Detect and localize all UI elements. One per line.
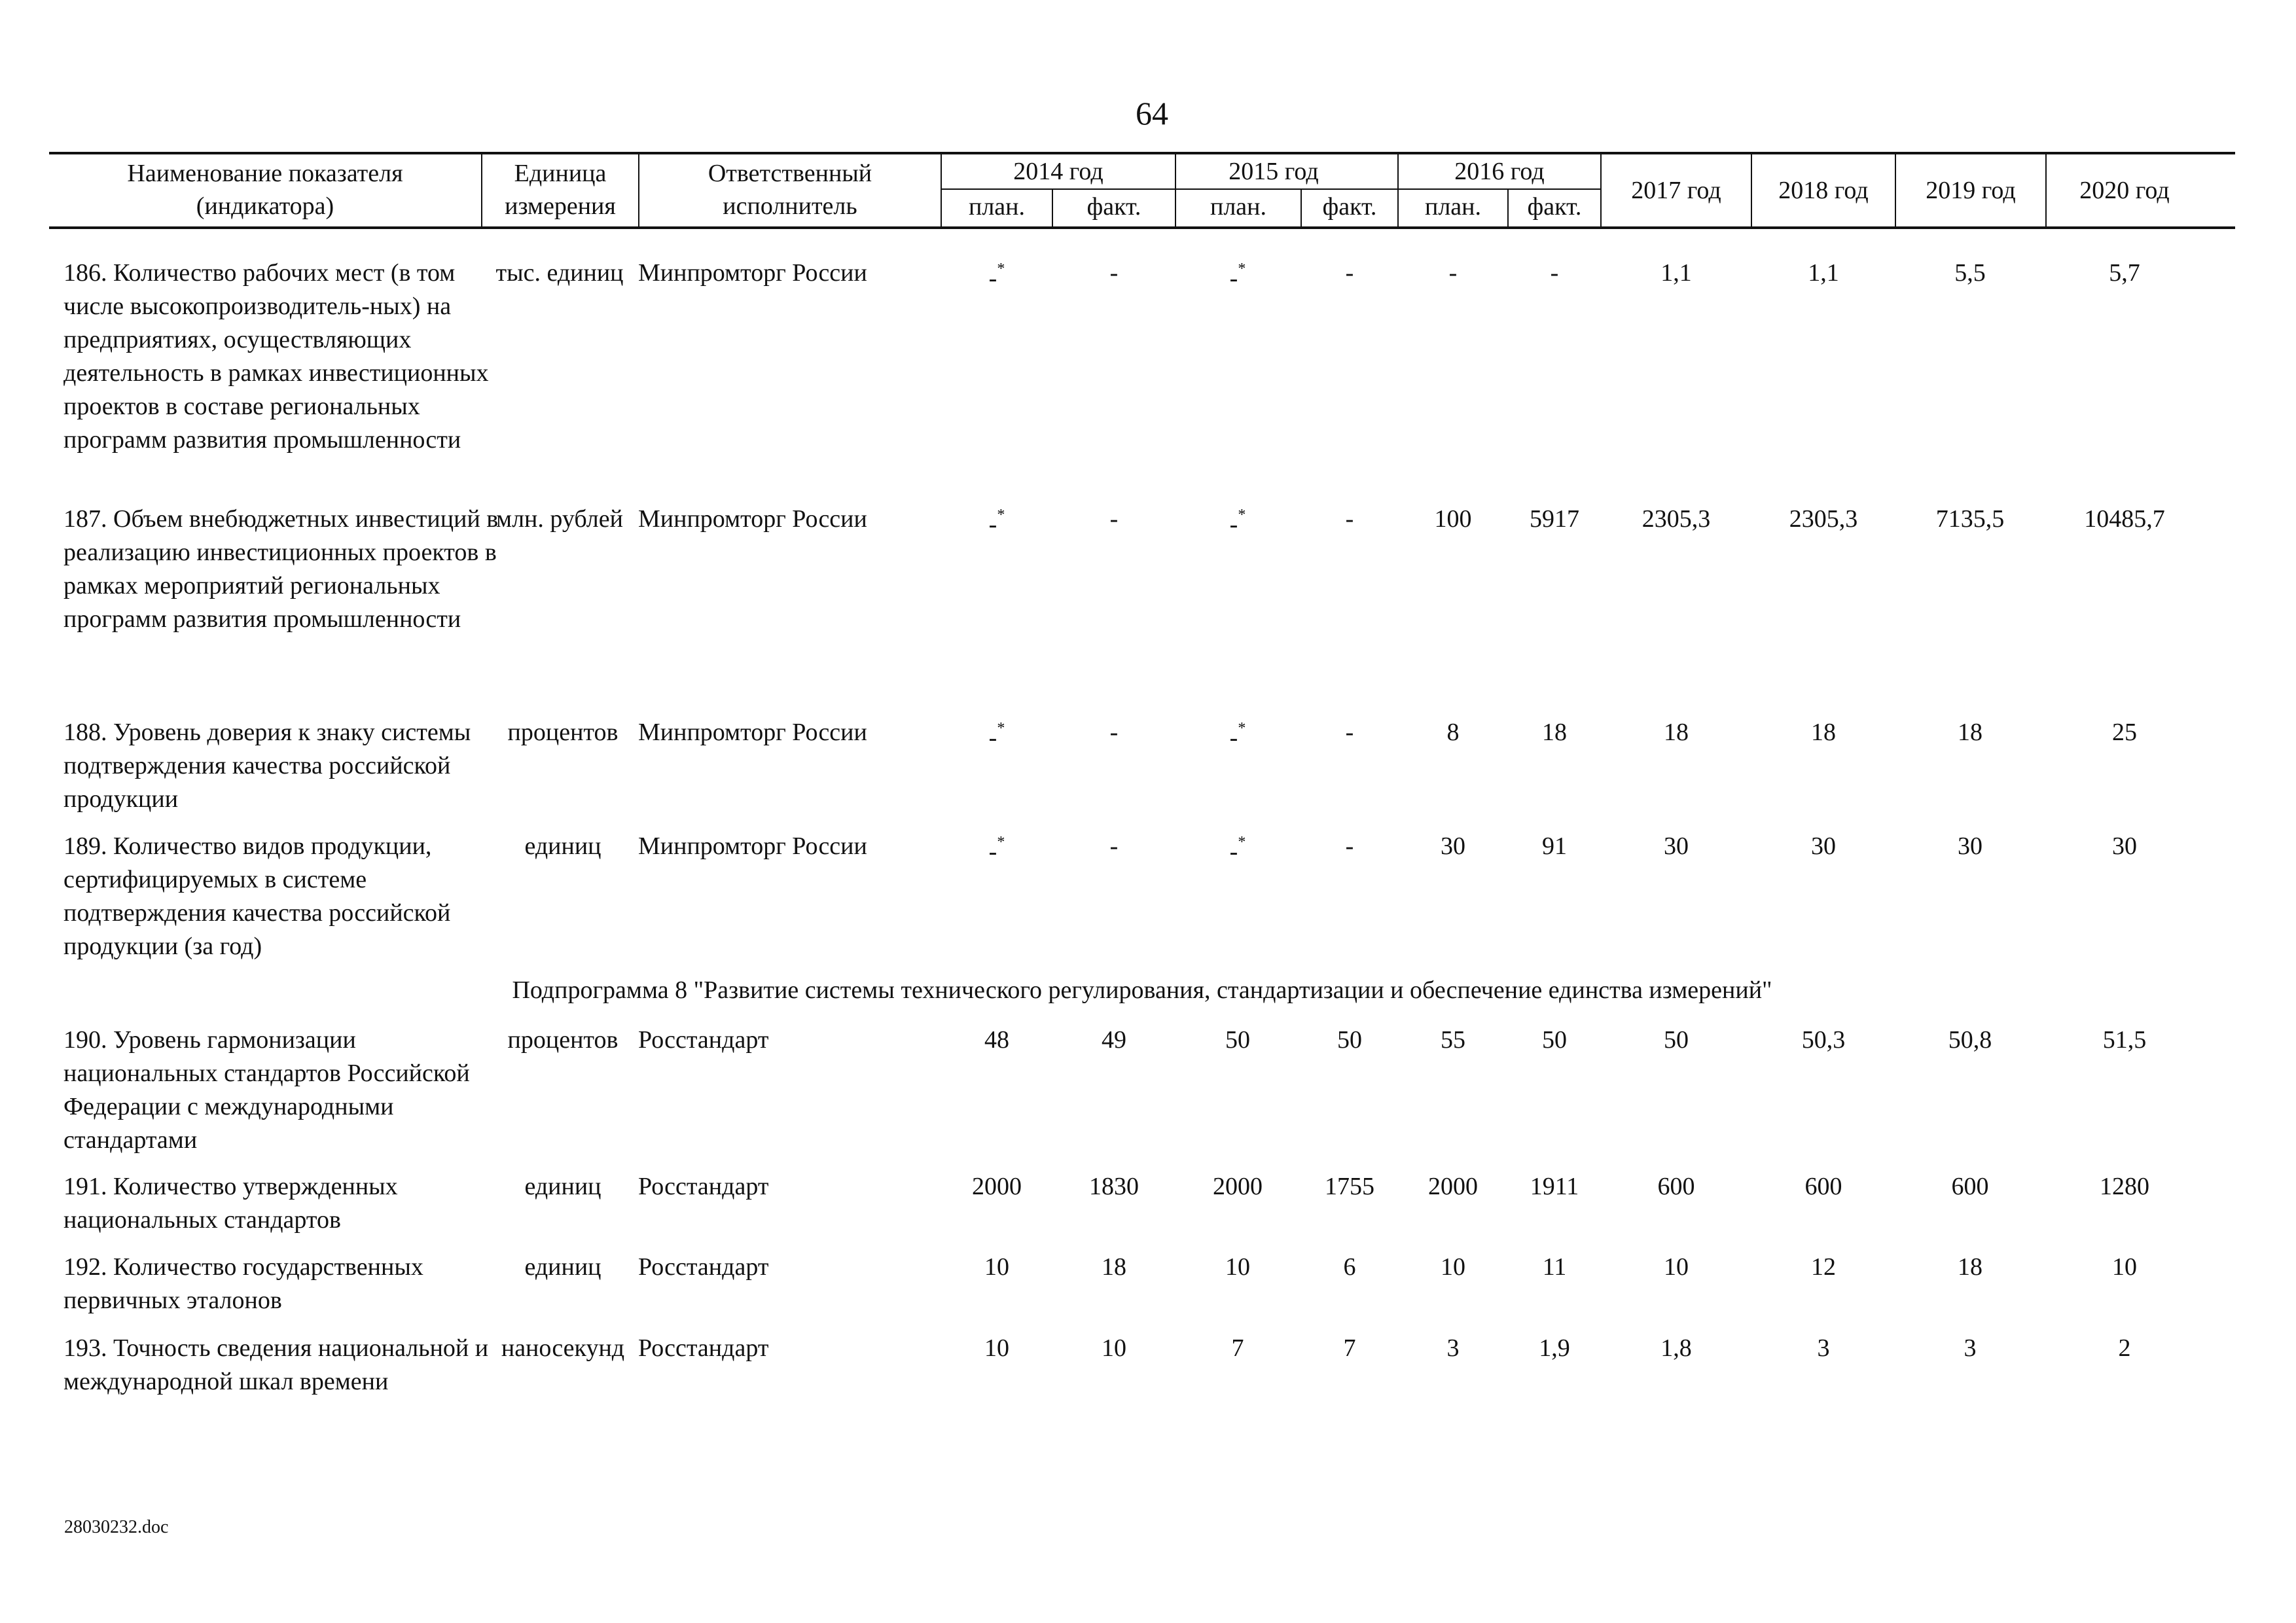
header-2014-fact: факт. [1086,193,1141,221]
header-name-line2: (индикатора) [196,192,334,220]
header-2014-plan: план. [968,193,1025,221]
value-2017: 2305,3 [1641,505,1711,533]
header-year-2016: 2016 год [1454,158,1545,185]
value-2020: 2 [2118,1334,2131,1362]
value-2017: 1,8 [1660,1334,1692,1362]
value-2014-plan: -* [988,834,1005,866]
value-2017: 50 [1664,1026,1689,1054]
header-unit-line2: измерения [505,192,616,220]
value-2014-fact: - [1109,259,1119,287]
footnote-star: * [1238,834,1246,851]
value-2015-plan: 7 [1231,1334,1244,1362]
header-unit-line1: Единица [514,160,607,187]
header-2016-plan: план. [1424,193,1481,221]
header-2016-fact: факт. [1527,193,1582,221]
indicator-unit: процентов [507,1026,619,1054]
value-2020: 25 [2112,719,2137,746]
indicator-executor: Минпромторг России [638,259,867,287]
value-2015-plan: 2000 [1213,1173,1263,1200]
value-2015-fact: - [1345,832,1354,860]
value-2018: 3 [1817,1334,1830,1362]
header-executor-line2: исполнитель [723,192,857,220]
value-2018: 600 [1804,1173,1842,1200]
header-year-2020: 2020 год [2079,177,2170,204]
table-header [49,152,2235,229]
indicator-executor: Росстандарт [638,1173,769,1200]
value-2016-fact: 1911 [1530,1173,1579,1200]
value-2019: 600 [1951,1173,1989,1200]
value-2018: 1,1 [1808,259,1839,287]
value-2016-plan: - [1448,259,1458,287]
value-2014-fact: - [1109,505,1119,533]
value-2015-fact: 6 [1343,1253,1356,1281]
indicator-unit: тыс. единиц [495,259,624,287]
footnote-star: * [997,260,1005,277]
value-2019: 30 [1958,832,1982,860]
indicator-unit: наносекунд [501,1334,625,1362]
indicator-executor: Росстандарт [638,1253,769,1281]
value-2014-plan: 2000 [972,1173,1022,1200]
value-2015-fact: 1755 [1325,1173,1374,1200]
value-2019: 5,5 [1954,259,1986,287]
footer-file-name: 28030232.doc [64,1517,169,1537]
indicator-name: 190. Уровень гармонизации национальных стандартов Российской Федерации с международными стандартами [63,1026,470,1154]
value-2017: 18 [1664,719,1689,746]
value-2016-fact: 91 [1542,832,1567,860]
indicator-name: 187. Объем внебюджетных инвестиций в реализацию инвестиционных проектов в рамках мероприятий региональных программ развития промышленности [63,505,499,633]
indicator-unit: единиц [524,1253,601,1281]
subprogram-title: Подпрограмма 8 "Развитие системы технического регулирования, стандартизации и обеспечение единства измерений" [512,976,1772,1004]
value-2016-fact: 18 [1542,719,1567,746]
indicator-name: 191. Количество утвержденных национальных стандартов [63,1173,398,1234]
indicator-executor: Росстандарт [638,1334,769,1362]
header-year-2014: 2014 год [1013,158,1103,185]
value-2014-plan: 48 [984,1026,1009,1054]
value-2014-plan: -* [988,720,1005,752]
value-2020: 51,5 [2102,1026,2147,1054]
value-2020: 10 [2112,1253,2137,1281]
value-2018: 30 [1811,832,1836,860]
value-2018: 12 [1811,1253,1836,1281]
value-2016-plan: 30 [1441,832,1465,860]
header-year-2019: 2019 год [1926,177,2016,204]
indicator-executor: Минпромторг России [638,505,867,533]
header-name-line1: Наименование показателя [127,160,403,187]
value-2015-plan: -* [1229,834,1246,866]
value-2014-fact: - [1109,832,1119,860]
footnote-star: * [1238,507,1246,524]
header-unit-column [482,154,638,226]
indicator-name: 188. Уровень доверия к знаку системы подтверждения качества российской продукции [63,719,471,813]
value-2017: 10 [1664,1253,1689,1281]
value-2015-plan: 50 [1225,1026,1250,1054]
indicator-executor: Минпромторг России [638,832,867,860]
value-2014-plan: -* [988,260,1005,293]
header-executor-column [639,154,941,226]
value-2016-plan: 3 [1446,1334,1460,1362]
value-2016-fact: 50 [1542,1026,1567,1054]
value-2014-plan: 10 [984,1253,1009,1281]
value-2014-fact: - [1109,719,1119,746]
value-2020: 1280 [2100,1173,2149,1200]
value-2014-plan: -* [988,507,1005,539]
value-2014-fact: 1830 [1089,1173,1139,1200]
value-2016-fact: 11 [1542,1253,1567,1281]
footnote-star: * [1238,260,1246,277]
value-2015-plan: -* [1229,507,1246,539]
header-2015-fact: факт. [1322,193,1377,221]
header-year-2018: 2018 год [1778,177,1869,204]
value-2019: 18 [1958,719,1982,746]
value-2015-fact: 50 [1337,1026,1362,1054]
value-2018: 50,3 [1801,1026,1846,1054]
value-2019: 50,8 [1948,1026,1992,1054]
value-2016-plan: 8 [1446,719,1460,746]
value-2019: 18 [1958,1253,1982,1281]
value-2015-fact: 7 [1343,1334,1356,1362]
value-2017: 1,1 [1660,259,1692,287]
value-2015-plan: -* [1229,720,1246,752]
indicator-executor: Минпромторг России [638,719,867,746]
value-2015-plan: 10 [1225,1253,1250,1281]
value-2016-fact: 5917 [1530,505,1579,533]
value-2016-plan: 100 [1434,505,1472,533]
value-2020: 30 [2112,832,2137,860]
indicator-name: 192. Количество государственных первичных эталонов [63,1253,423,1314]
footnote-star: * [997,720,1005,737]
value-2016-fact: 1,9 [1539,1334,1570,1362]
value-2019: 7135,5 [1935,505,2005,533]
header-year-2015: 2015 год [1229,158,1319,185]
value-2015-plan: -* [1229,260,1246,293]
page-number: 64 [1136,95,1168,132]
indicator-unit: единиц [524,832,601,860]
indicator-unit: единиц [524,1173,601,1200]
header-year-2017: 2017 год [1631,177,1721,204]
value-2020: 5,7 [2109,259,2140,287]
value-2017: 30 [1664,832,1689,860]
value-2014-plan: 10 [984,1334,1009,1362]
value-2019: 3 [1964,1334,1977,1362]
value-2014-fact: 49 [1102,1026,1126,1054]
value-2020: 10485,7 [2084,505,2165,533]
value-2016-plan: 10 [1441,1253,1465,1281]
value-2016-plan: 55 [1441,1026,1465,1054]
value-2018: 2305,3 [1789,505,1858,533]
indicator-unit: процентов [507,719,619,746]
value-2014-fact: 18 [1102,1253,1126,1281]
value-2018: 18 [1811,719,1836,746]
value-2014-fact: 10 [1102,1334,1126,1362]
value-2017: 600 [1657,1173,1695,1200]
value-2016-fact: - [1550,259,1559,287]
footnote-star: * [997,834,1005,851]
value-2015-fact: - [1345,719,1354,746]
footnote-star: * [1238,720,1246,737]
footnote-star: * [997,507,1005,524]
value-2016-plan: 2000 [1428,1173,1478,1200]
indicator-name: 193. Точность сведения национальной и международной шкал времени [63,1334,489,1395]
header-name-column [49,154,481,226]
indicator-unit: млн. рублей [496,505,623,533]
indicator-name: 189. Количество видов продукции, сертифицируемых в системе подтверждения качества российской продукции (за год) [63,832,451,960]
indicator-executor: Росстандарт [638,1026,769,1054]
value-2015-fact: - [1345,505,1354,533]
header-executor-line1: Ответственный [708,160,872,187]
header-2015-plan: план. [1210,193,1266,221]
indicator-name: 186. Количество рабочих мест (в том числе высокопроизводитель-ных) на предприятиях, осуществляющих деятельность в рамках инвестиционных проектов в составе региональных программ развития промышленности [63,259,489,454]
value-2015-fact: - [1345,259,1354,287]
